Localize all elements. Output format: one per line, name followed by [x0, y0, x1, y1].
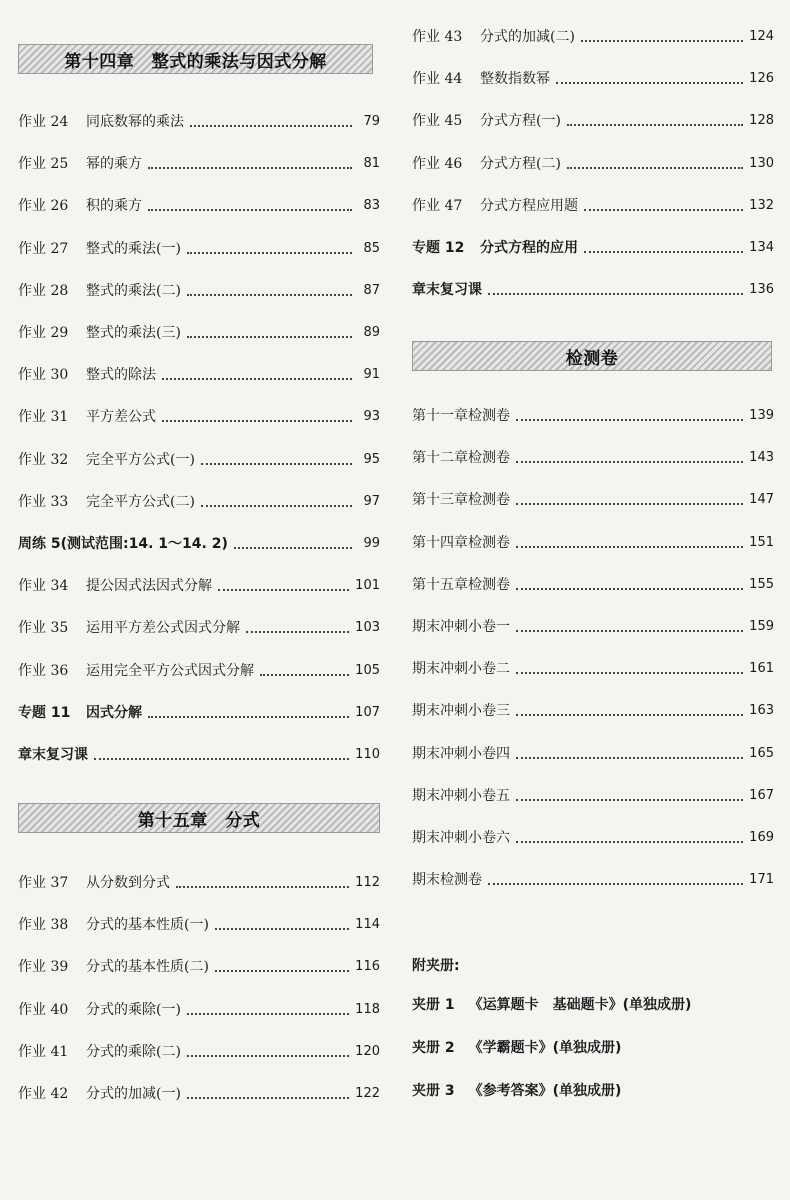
toc-entry [412, 66, 774, 88]
entry-title: 章末复习课 [18, 747, 88, 763]
entry-number: 作业 33 [18, 493, 69, 510]
entry-page-number: 126 [749, 71, 774, 87]
entry-number: 作业 28 [18, 282, 69, 299]
dot-leader [187, 294, 352, 296]
dot-leader [516, 672, 743, 674]
entry-title: 因式分解 [86, 704, 142, 721]
chapter-14-banner [18, 44, 373, 74]
toc-entry [412, 108, 774, 130]
dot-leader [516, 799, 743, 801]
dot-leader [516, 714, 743, 716]
toc-entry [18, 193, 380, 215]
entry-number: 作业 27 [18, 240, 69, 257]
dot-leader [488, 293, 743, 295]
appendix-item [412, 994, 691, 1014]
dot-leader [187, 1055, 349, 1057]
chapter-14-title: 第十四章 整式的乘法与因式分解 [64, 51, 327, 72]
entry-title: 期末冲刺小卷五 [412, 787, 510, 804]
entry-page-number: 83 [363, 198, 380, 214]
toc-entry [412, 193, 774, 215]
dot-leader [148, 167, 352, 169]
test-papers-title: 检测卷 [565, 348, 619, 369]
entry-page-number: 105 [355, 662, 380, 678]
entry-page-number: 171 [749, 872, 774, 888]
dot-leader [584, 251, 743, 253]
toc-entry [18, 742, 380, 764]
entry-title: 期末检测卷 [412, 872, 482, 889]
entry-page-number: 93 [363, 409, 380, 425]
toc-entry [412, 867, 774, 889]
toc-entry [412, 24, 774, 46]
toc-entry [18, 997, 380, 1019]
toc-entry [18, 489, 380, 511]
dot-leader [584, 209, 743, 211]
entry-number: 作业 24 [18, 114, 69, 130]
toc-entry [412, 656, 774, 678]
entry-page-number: 128 [749, 113, 774, 129]
entry-number: 作业 37 [18, 875, 69, 891]
entry-page-number: 139 [749, 408, 774, 423]
entry-page-number: 151 [749, 534, 774, 550]
entry-page-number: 107 [355, 704, 380, 720]
toc-entry [18, 236, 380, 258]
appendix-item-text: 《运算题卡 基础题卡》(单独成册) [468, 997, 692, 1013]
entry-number: 作业 35 [18, 620, 69, 637]
entry-number: 作业 38 [18, 917, 69, 934]
entry-page-number: 101 [355, 578, 380, 594]
entry-number: 作业 41 [18, 1043, 69, 1060]
entry-page-number: 122 [355, 1086, 380, 1101]
appendix-item-label: 夹册 2 [412, 1040, 455, 1056]
test-papers-banner [412, 341, 772, 371]
toc-entry [412, 572, 774, 594]
appendix-item-label: 夹册 3 [412, 1083, 455, 1099]
entry-title: 整数指数幂 [480, 71, 550, 88]
toc-entry [18, 109, 380, 131]
entry-number: 专题 11 [18, 704, 71, 721]
appendix-item-text: 《学霸题卡》(单独成册) [468, 1040, 622, 1056]
toc-entry [412, 530, 774, 552]
entry-title: 分式的乘除(一) [86, 1001, 181, 1018]
dot-leader [234, 547, 352, 549]
entry-page-number: 130 [749, 155, 774, 171]
dot-leader [516, 630, 743, 632]
entry-title: 平方差公式 [86, 409, 156, 426]
entry-number: 作业 31 [18, 409, 69, 426]
entry-title: 整式的乘法(三) [86, 325, 181, 341]
toc-entry [412, 487, 774, 509]
dot-leader [516, 588, 743, 590]
entry-page-number: 91 [363, 367, 380, 383]
dot-leader [187, 1097, 349, 1099]
entry-page-number: 161 [749, 661, 774, 677]
entry-page-number: 81 [363, 156, 380, 172]
entry-page-number: 155 [749, 576, 774, 592]
entry-page-number: 120 [355, 1043, 380, 1059]
dot-leader [215, 970, 349, 972]
dot-leader [201, 463, 352, 465]
dot-leader [148, 209, 352, 211]
entry-title: 期末冲刺小卷三 [412, 703, 510, 720]
entry-title: 整式的除法 [86, 367, 156, 384]
dot-leader [176, 886, 349, 888]
entry-title: 第十五章检测卷 [412, 576, 510, 593]
entry-title: 期末冲刺小卷一 [412, 619, 510, 635]
dot-leader [567, 167, 743, 169]
entry-title: 运用完全平方公式因式分解 [86, 662, 254, 679]
entry-title: 从分数到分式 [86, 875, 170, 891]
entry-page-number: 95 [363, 451, 380, 467]
entry-title: 章末复习课 [412, 282, 482, 299]
entry-title: 第十四章检测卷 [412, 534, 510, 551]
entry-number: 专题 12 [412, 240, 465, 256]
dot-leader [246, 631, 349, 633]
dot-leader [516, 546, 743, 548]
entry-title: 分式方程的应用 [480, 240, 578, 256]
entry-page-number: 134 [749, 240, 774, 255]
entry-title: 期末冲刺小卷六 [412, 830, 510, 846]
toc-entry [18, 320, 380, 342]
toc-entry [18, 658, 380, 680]
toc-entry [18, 1039, 380, 1061]
entry-title: 幂的乘方 [86, 156, 142, 173]
dot-leader [148, 716, 349, 718]
entry-number: 作业 36 [18, 662, 69, 679]
entry-number: 作业 25 [18, 156, 69, 173]
toc-entry [18, 870, 380, 892]
entry-title: 分式的基本性质(二) [86, 959, 209, 976]
entry-title: 提公因式法因式分解 [86, 578, 212, 595]
entry-number: 作业 44 [412, 71, 463, 88]
toc-entry [412, 445, 774, 467]
entry-title: 分式的加减(一) [86, 1086, 181, 1102]
entry-number: 作业 32 [18, 451, 69, 468]
entry-page-number: 147 [749, 492, 774, 508]
dot-leader [516, 757, 743, 759]
toc-entry [18, 700, 380, 722]
entry-page-number: 99 [363, 536, 380, 551]
entry-page-number: 118 [355, 1001, 380, 1017]
toc-entry [412, 614, 774, 636]
toc-entry [18, 404, 380, 426]
dot-leader [215, 928, 349, 930]
entry-page-number: 163 [749, 703, 774, 719]
toc-entry [18, 573, 380, 595]
entry-number: 作业 29 [18, 325, 69, 341]
entry-number: 作业 26 [18, 198, 69, 215]
entry-page-number: 112 [355, 875, 380, 890]
entry-page-number: 114 [355, 917, 380, 933]
entry-title: 分式的基本性质(一) [86, 917, 209, 934]
entry-title: 分式的乘除(二) [86, 1043, 181, 1060]
toc-entry [412, 741, 774, 763]
toc-entry [18, 362, 380, 384]
entry-page-number: 124 [749, 29, 774, 44]
entry-number: 作业 47 [412, 197, 463, 214]
toc-entry [412, 235, 774, 257]
entry-title: 分式方程(一) [480, 113, 561, 130]
dot-leader [187, 1013, 349, 1015]
entry-title: 第十一章检测卷 [412, 408, 510, 424]
entry-title: 同底数幂的乘法 [86, 114, 184, 130]
entry-page-number: 97 [363, 493, 380, 509]
dot-leader [516, 503, 743, 505]
toc-entry [18, 531, 380, 553]
toc-entry [18, 615, 380, 637]
dot-leader [516, 841, 743, 843]
entry-number: 作业 34 [18, 578, 69, 595]
chapter-15-title: 第十五章 分式 [137, 810, 261, 831]
entry-page-number: 79 [363, 114, 380, 129]
toc-entry [412, 783, 774, 805]
dot-leader [516, 419, 743, 421]
entry-page-number: 159 [749, 619, 774, 634]
entry-title: 分式方程(二) [480, 155, 561, 172]
dot-leader [516, 461, 743, 463]
appendix-item [412, 1037, 621, 1057]
entry-page-number: 136 [749, 282, 774, 298]
entry-page-number: 85 [363, 240, 380, 256]
toc-entry [18, 278, 380, 300]
entry-title: 完全平方公式(二) [86, 493, 195, 510]
entry-title: 完全平方公式(一) [86, 451, 195, 468]
entry-page-number: 132 [749, 197, 774, 213]
toc-entry [18, 151, 380, 173]
entry-page-number: 167 [749, 787, 774, 803]
entry-page-number: 103 [355, 620, 380, 636]
entry-title: 整式的乘法(二) [86, 282, 181, 299]
entry-title: 分式方程应用题 [480, 197, 578, 214]
dot-leader [218, 589, 349, 591]
entry-title: 周练 5(测试范围:14. 1～14. 2) [18, 536, 228, 552]
appendix-heading: 附夹册: [412, 958, 460, 974]
appendix-item-text: 《参考答案》(单独成册) [468, 1083, 622, 1099]
dot-leader [162, 420, 352, 422]
chapter-15-banner [18, 803, 380, 833]
dot-leader [187, 252, 352, 254]
entry-title: 期末冲刺小卷四 [412, 745, 510, 762]
toc-entry [412, 151, 774, 173]
entry-title: 积的乘方 [86, 198, 142, 215]
dot-leader [567, 124, 743, 126]
dot-leader [190, 125, 352, 127]
dot-leader [488, 883, 743, 885]
entry-page-number: 165 [749, 745, 774, 761]
toc-entry [412, 825, 774, 847]
toc-entry [18, 912, 380, 934]
entry-page-number: 110 [355, 747, 380, 762]
entry-title: 整式的乘法(一) [86, 240, 181, 257]
entry-number: 作业 45 [412, 113, 463, 130]
entry-number: 作业 42 [18, 1086, 69, 1102]
entry-number: 作业 30 [18, 367, 69, 384]
entry-page-number: 169 [749, 830, 774, 845]
entry-page-number: 89 [363, 325, 380, 340]
entry-page-number: 87 [363, 282, 380, 298]
entry-title: 第十二章检测卷 [412, 450, 510, 467]
dot-leader [581, 40, 743, 42]
entry-title: 分式的加减(二) [480, 29, 575, 45]
toc-entry [412, 403, 774, 425]
toc-entry [412, 277, 774, 299]
entry-title: 第十三章检测卷 [412, 492, 510, 509]
dot-leader [187, 336, 352, 338]
entry-title: 期末冲刺小卷二 [412, 661, 510, 678]
entry-title: 运用平方差公式因式分解 [86, 620, 240, 637]
appendix-item-label: 夹册 1 [412, 997, 455, 1013]
dot-leader [260, 674, 349, 676]
toc-entry [18, 447, 380, 469]
entry-number: 作业 40 [18, 1001, 69, 1018]
entry-page-number: 143 [749, 450, 774, 466]
entry-number: 作业 46 [412, 155, 463, 172]
appendix-item [412, 1080, 621, 1100]
toc-entry [18, 1081, 380, 1103]
dot-leader [201, 505, 352, 507]
dot-leader [162, 378, 352, 380]
dot-leader [94, 758, 349, 760]
entry-number: 作业 43 [412, 29, 463, 45]
dot-leader [556, 82, 743, 84]
entry-page-number: 116 [355, 959, 380, 975]
entry-number: 作业 39 [18, 959, 69, 976]
toc-entry [412, 698, 774, 720]
toc-entry [18, 954, 380, 976]
